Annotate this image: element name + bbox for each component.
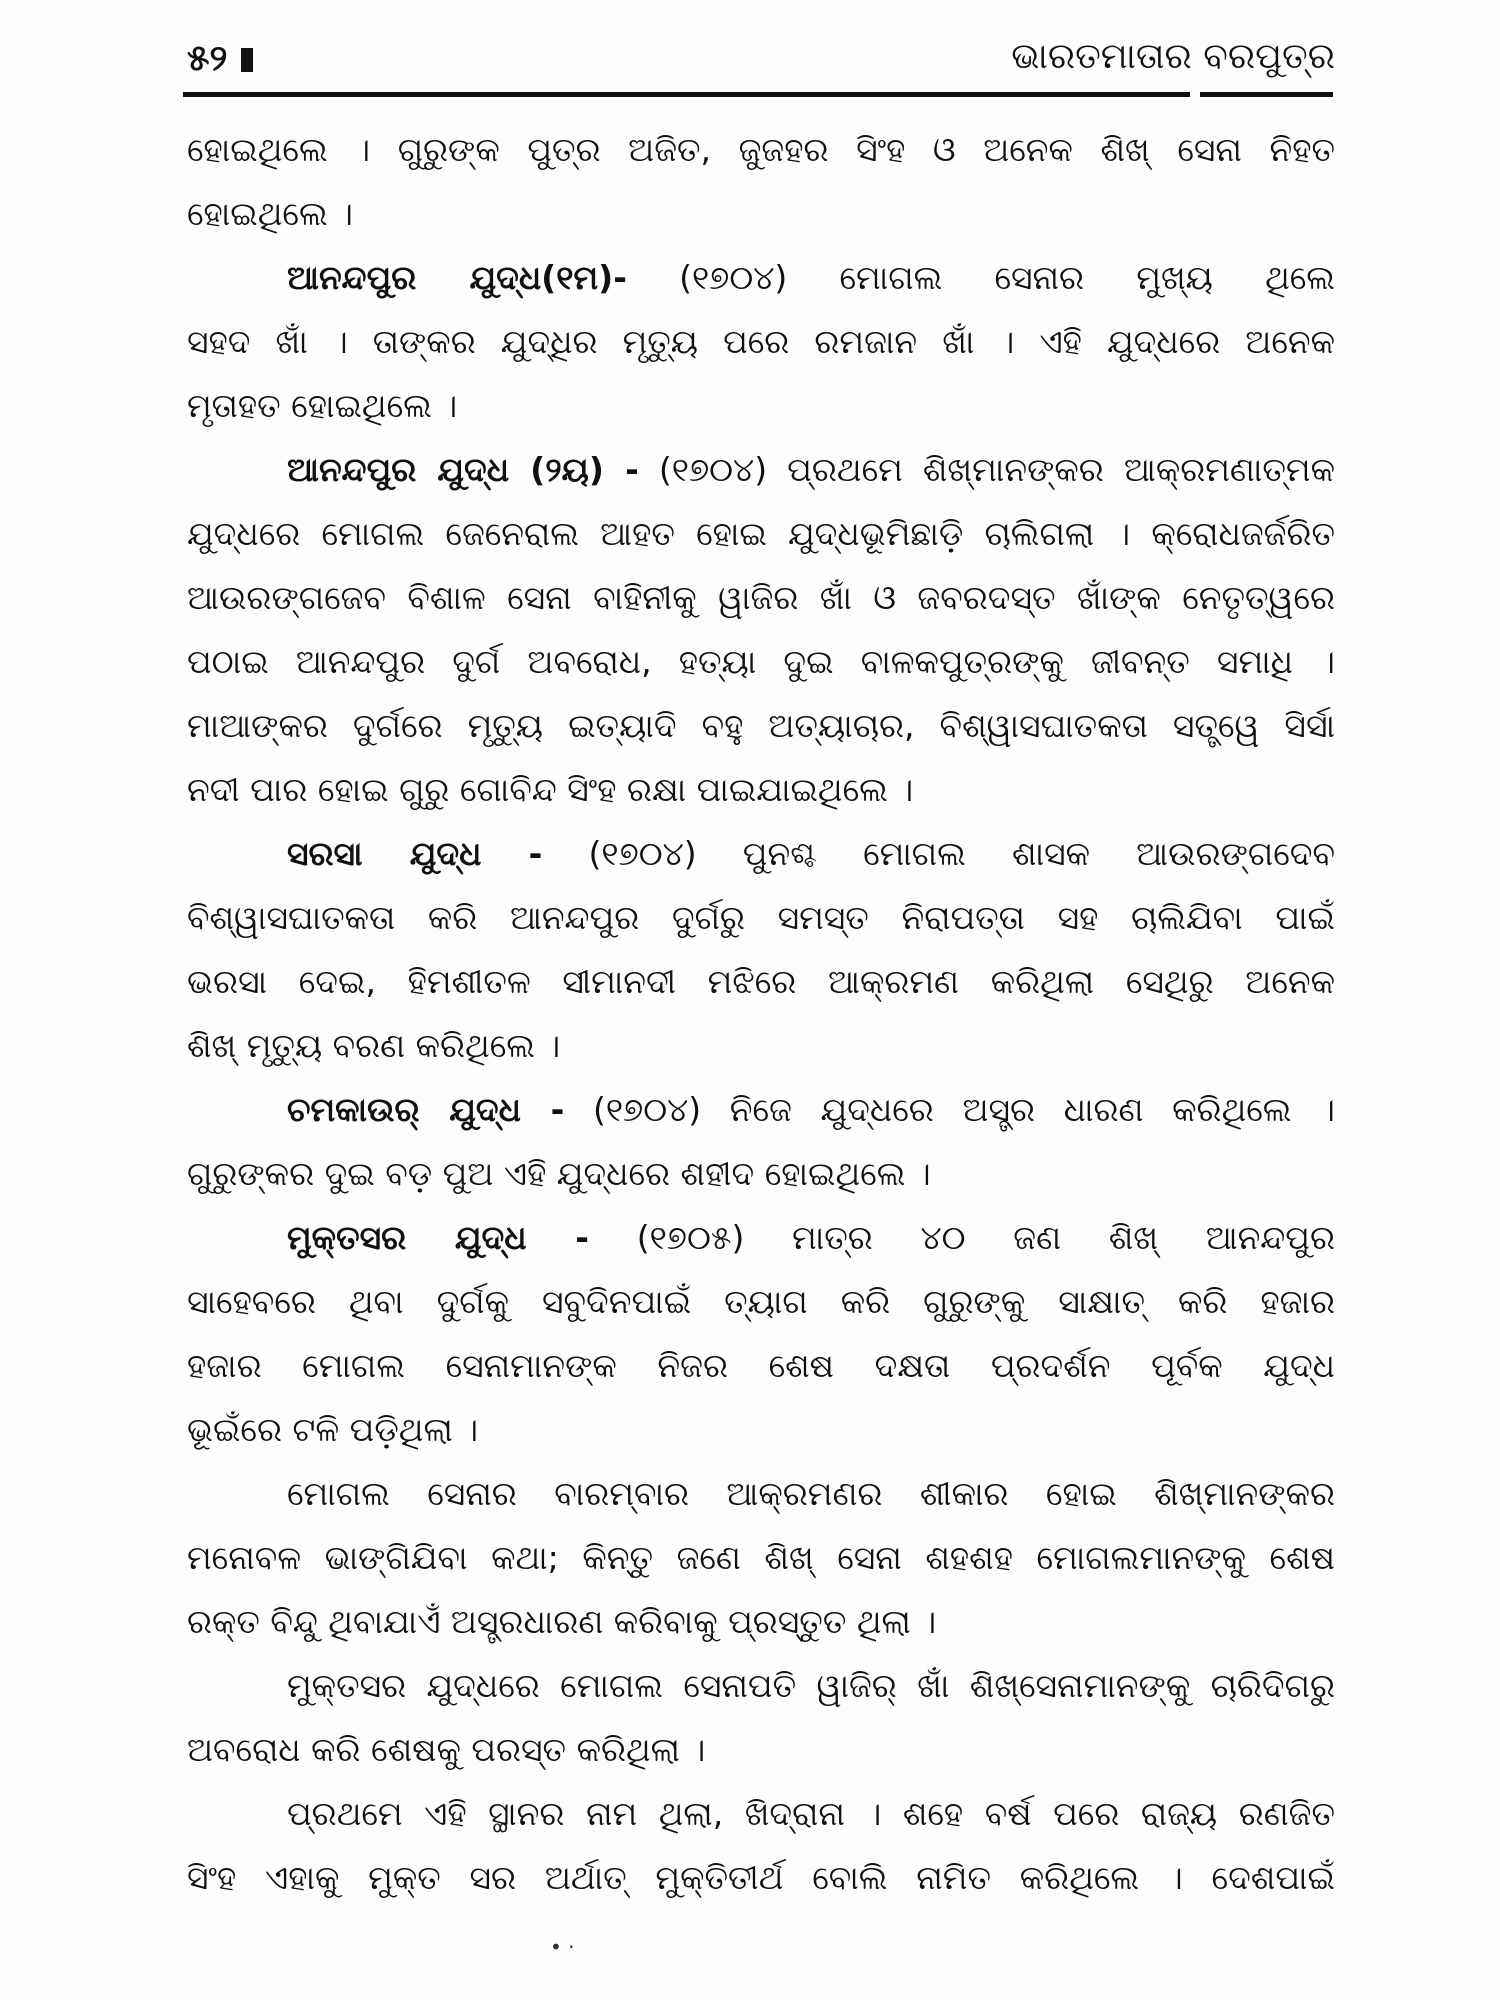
line-text: ମୋଗଲ ସେନାର ବାରମ୍ବାର ଆକ୍ରମଣର ଶୀକାର ହୋଇ ଶିଖ୍ମାନଙ୍କର bbox=[287, 1474, 1335, 1513]
text-line bbox=[187, 950, 1335, 1014]
text-line bbox=[187, 1398, 1335, 1462]
line-text: ମାଆଙ୍କର ଦୁର୍ଗରେ ମୃତ୍ୟୁ ଇତ୍ୟାଦି ବହୁ ଅତ୍ୟାଚାର, ବିଶ୍ୱାସଘାତକତା ସତ୍ତ୍ୱେ ସିର୍ସା bbox=[187, 706, 1335, 745]
line-text: (୧୭୦୪) ପୁନଶ୍ଚ ମୋଗଲ ଶାସକ ଆଉରଙ୍ଗଦେବ bbox=[542, 834, 1336, 873]
line-text: (୧୭୦୪) ମୋଗଲ ସେନାର ମୁଖ୍ୟ ଥିଲେ bbox=[626, 258, 1335, 297]
page-number-text: ୫୨ bbox=[187, 38, 228, 79]
line-text: (୧୭୦୫) ମାତ୍ର ୪୦ ଜଣ ଶିଖ୍ ଆନନ୍ଦପୁର bbox=[588, 1218, 1335, 1257]
text-line bbox=[187, 886, 1335, 950]
text-line bbox=[187, 246, 1335, 310]
section-heading: ମୁକ୍ତସର ଯୁଦ୍ଧ - bbox=[287, 1218, 589, 1257]
page-number bbox=[187, 38, 253, 80]
line-text: ସିଂହ ଏହାକୁ ମୁକ୍ତ ସର ଅର୍ଥାତ୍ ମୁକ୍ତିତୀର୍ଥ ବୋଲି ନାମିତ କରିଥିଲେ । ଦେଶପାଇଁ bbox=[187, 1858, 1335, 1897]
line-text: ମୁକ୍ତସର ଯୁଦ୍ଧରେ ମୋଗଲ ସେନାପତି ୱାଜିର୍ ଖାଁ ଶିଖ୍ସେନାମାନଙ୍କୁ ଚାରିଦିଗରୁ bbox=[287, 1666, 1335, 1705]
text-line bbox=[187, 1334, 1335, 1398]
line-text: ଯୁଦ୍ଧରେ ମୋଗଲ ଜେନେରାଲ ଆହତ ହୋଇ ଯୁଦ୍ଧଭୂମିଛାଡ଼ି ଚାଲିଗଲା । କ୍ରୋଧଜର୍ଜରିତ bbox=[187, 514, 1335, 553]
line-text: (୧୭୦୪) ପ୍ରଥମେ ଶିଖ୍ମାନଙ୍କର ଆକ୍ରମଣାତ୍ମକ bbox=[638, 450, 1335, 489]
text-line bbox=[187, 1718, 1335, 1782]
text-line bbox=[187, 1078, 1335, 1142]
text-line bbox=[187, 758, 1335, 822]
line-text: ନଦୀ ପାର ହୋଇ ଗୁରୁ ଗୋବିନ୍ଦ ସିଂହ ରକ୍ଷା ପାଇଯାଇଥିଲେ । bbox=[187, 770, 914, 809]
text-line bbox=[187, 1782, 1335, 1846]
text-line bbox=[187, 822, 1335, 886]
text-line bbox=[187, 1270, 1335, 1334]
header-rule-segment bbox=[1205, 92, 1333, 97]
body-text bbox=[187, 118, 1335, 1910]
section-heading: ଆନନ୍ଦପୁର ଯୁଦ୍ଧ(୧ମ)- bbox=[287, 258, 627, 297]
line-text: ଗୁରୁଙ୍କର ଦୁଇ ବଡ଼ ପୁଅ ଏହି ଯୁଦ୍ଧରେ ଶହୀଦ ହୋଇଥିଲେ । bbox=[187, 1154, 931, 1193]
line-text: ପ୍ରଥମେ ଏହି ସ୍ଥାନର ନାମ ଥିଲା, ଖିଦ୍ରାନା । ଶହେ ବର୍ଷ ପରେ ରାଜ୍ୟ ରଣଜିତ bbox=[287, 1794, 1335, 1833]
text-line bbox=[187, 310, 1335, 374]
line-text: ମୃତାହତ ହୋଇଥିଲେ । bbox=[187, 386, 458, 425]
line-text: ରକ୍ତ ବିନ୍ଦୁ ଥିବାଯାଏଁ ଅସ୍ତ୍ରଧାରଣ କରିବାକୁ ପ୍ରସ୍ତୁତ ଥିଲା । bbox=[187, 1602, 937, 1641]
line-text: ହୋଇଥିଲେ । ଗୁରୁଙ୍କ ପୁତ୍ର ଅଜିତ, ଜୁଜହର ସିଂହ ଓ ଅନେକ ଶିଖ୍ ସେନା ନିହତ bbox=[187, 130, 1335, 169]
line-text: ସାହେବରେ ଥିବା ଦୁର୍ଗକୁ ସବୁଦିନପାଇଁ ତ୍ୟାଗ କରି ଗୁରୁଙ୍କୁ ସାକ୍ଷାତ୍ କରି ହଜାର bbox=[187, 1282, 1335, 1321]
section-heading: ଆନନ୍ଦପୁର ଯୁଦ୍ଧ (୨ୟ) - bbox=[287, 450, 639, 489]
text-line bbox=[187, 1462, 1335, 1526]
text-line bbox=[187, 118, 1335, 182]
line-text: (୧୭୦୪) ନିଜେ ଯୁଦ୍ଧରେ ଅସ୍ତ୍ର ଧାରଣ କରିଥିଲେ । bbox=[564, 1090, 1335, 1129]
text-line bbox=[187, 566, 1335, 630]
section-heading: ସରସା ଯୁଦ୍ଧ - bbox=[287, 834, 543, 873]
line-text: ହଜାର ମୋଗଲ ସେନାମାନଙ୍କ ନିଜର ଶେଷ ଦକ୍ଷତା ପ୍ରଦର୍ଶନ ପୂର୍ବକ ଯୁଦ୍ଧ bbox=[187, 1346, 1335, 1385]
scan-speck: • · bbox=[550, 1935, 575, 1959]
line-text: ବିଶ୍ୱାସଘାତକତା କରି ଆନନ୍ଦପୁର ଦୁର୍ଗରୁ ସମସ୍ତ ନିରାପତ୍ତା ସହ ଚାଲିଯିବା ପାଇଁ bbox=[187, 898, 1335, 937]
text-line bbox=[187, 1142, 1335, 1206]
square-bullet-icon bbox=[241, 48, 253, 72]
text-line bbox=[187, 1526, 1335, 1590]
line-text: ମନୋବଳ ଭାଙ୍ଗିଯିବା କଥା; କିନ୍ତୁ ଜଣେ ଶିଖ୍ ସେନା ଶହଶହ ମୋଗଲମାନଙ୍କୁ ଶେଷ bbox=[187, 1538, 1335, 1577]
text-line bbox=[187, 1590, 1335, 1654]
text-line bbox=[187, 1014, 1335, 1078]
text-line bbox=[187, 1654, 1335, 1718]
line-text: ଆଉରଙ୍ଗଜେବ ବିଶାଳ ସେନା ବାହିନୀକୁ ୱାଜିର ଖାଁ ଓ ଜବରଦସ୍ତ ଖାଁଙ୍କ ନେତୃତ୍ୱରେ bbox=[187, 578, 1335, 617]
line-text: ସହଦ ଖାଁ । ତାଙ୍କର ଯୁଦ୍ଧିର ମୃତ୍ୟୁ ପରେ ରମଜାନ ଖାଁ । ଏହି ଯୁଦ୍ଧରେ ଅନେକ bbox=[187, 322, 1335, 361]
text-line bbox=[187, 374, 1335, 438]
line-text: ପଠାଇ ଆନନ୍ଦପୁର ଦୁର୍ଗ ଅବରୋଧ, ହତ୍ୟା ଦୁଇ ବାଳକପୁତ୍ରଙ୍କୁ ଜୀବନ୍ତ ସମାଧି । bbox=[187, 642, 1335, 681]
header-rule-gap bbox=[1190, 90, 1200, 99]
text-line bbox=[187, 694, 1335, 758]
line-text: ଶିଖ୍ ମୃତ୍ୟୁ ବରଣ କରିଥିଲେ । bbox=[187, 1026, 561, 1065]
section-heading: ଚମକାଉର୍ ଯୁଦ୍ଧ - bbox=[287, 1090, 565, 1129]
text-line bbox=[187, 1846, 1335, 1910]
text-line bbox=[187, 630, 1335, 694]
text-line bbox=[187, 438, 1335, 502]
header-rule bbox=[183, 92, 1333, 97]
text-line bbox=[187, 502, 1335, 566]
line-text: ଭୂଇଁରେ ଟଳି ପଡ଼ିଥିଲା । bbox=[187, 1410, 479, 1449]
running-header-title: ଭାରତମାତାର ବରପୁତ୍ର bbox=[1011, 36, 1335, 77]
text-line bbox=[187, 182, 1335, 246]
line-text: ଭରସା ଦେଇ, ହିମଶୀତଳ ସୀମାନଦୀ ମଝିରେ ଆକ୍ରମଣ କରିଥିଲା ସେଥିରୁ ଅନେକ bbox=[187, 962, 1335, 1001]
text-line bbox=[187, 1206, 1335, 1270]
line-text: ହୋଇଥିଲେ । bbox=[187, 194, 354, 233]
line-text: ଅବରୋଧ କରି ଶେଷକୁ ପରସ୍ତ କରିଥିଲା । bbox=[187, 1730, 706, 1769]
